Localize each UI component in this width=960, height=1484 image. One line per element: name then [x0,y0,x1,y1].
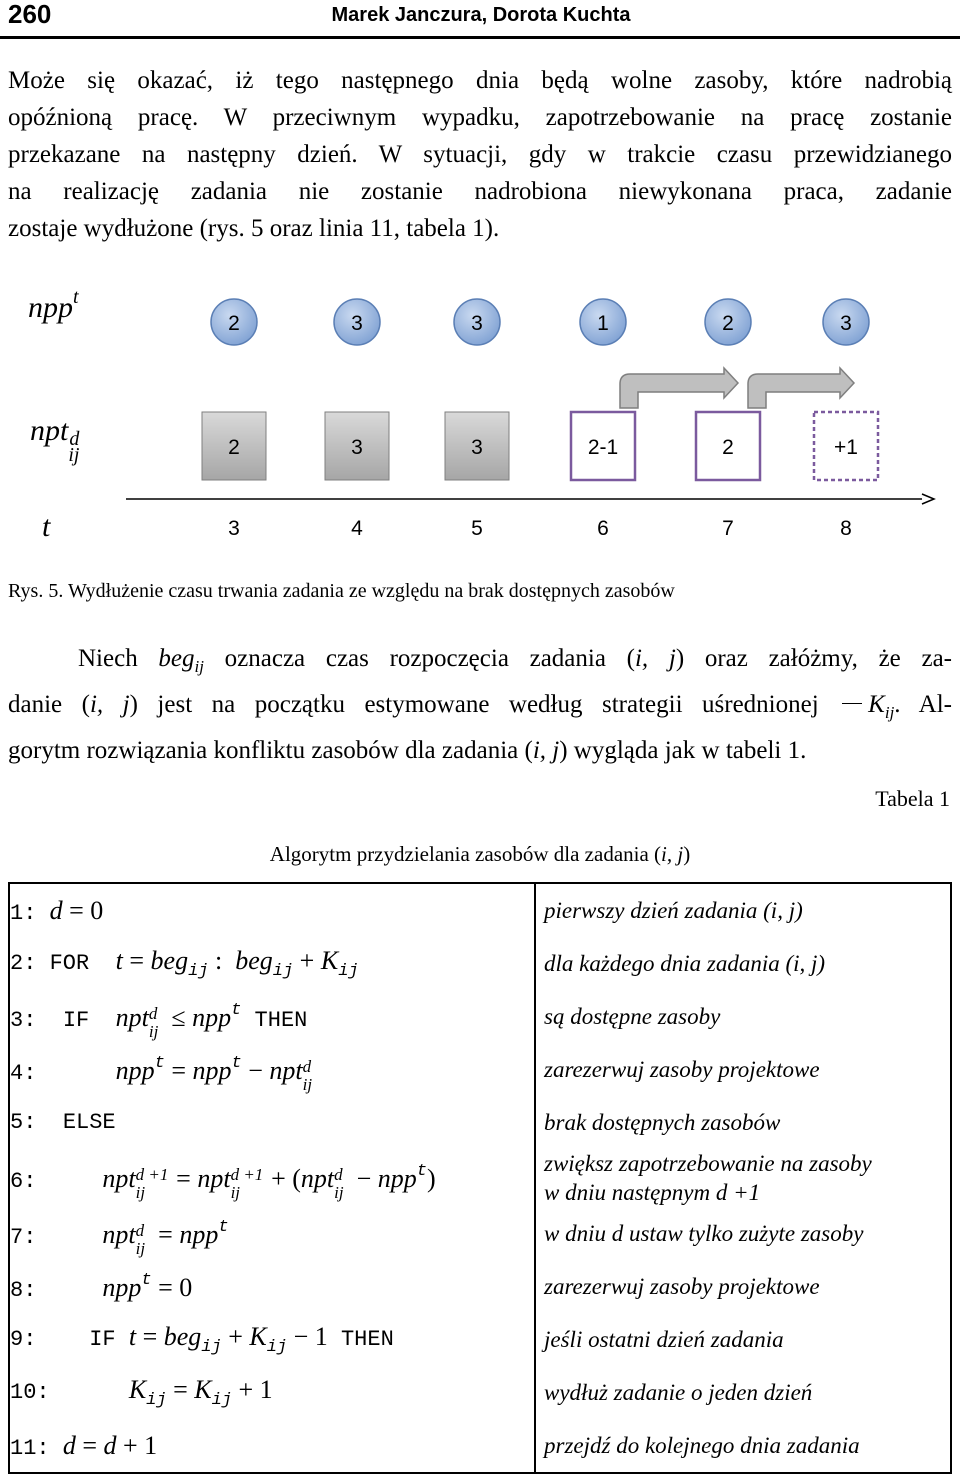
npt-value: 3 [471,436,483,459]
table-label: Tabela 1 [875,786,950,811]
code-cell: 2: FOR t = beg$_{ij}$ : $beg_{ij} + K_{ij}$ [9,937,535,990]
t-tick-label: 5 [471,517,483,540]
t-tick-label: 4 [351,517,363,540]
label-t: t [42,510,51,543]
paragraph-1 [8,62,952,247]
table-title: Algorytm przydzielania zasobów dla zadania (i, j) [269,842,691,866]
npt-value: 2 [228,436,240,459]
comment-cell: zarezerwuj zasoby projektowe [544,1057,820,1082]
para1-line: Może się okazać, iż tego następnego dnia będą wolne zasoby, które nadrobią [8,67,952,94]
figure-caption: Rys. 5. Wydłużenie czasu trwania zadania ze względu na brak dostępnych zasobów [8,580,675,602]
curved-arrow-2 [748,368,854,408]
code-cell: 4: npp$^t$ = npp$^t$ − npt d ij [9,1043,535,1096]
table-row [9,1207,951,1260]
code-cell: 7: npt d ij = npp$^t$ [9,1207,535,1260]
t-tick-label: 6 [597,517,609,540]
table-row [9,883,951,937]
comment-cell: pierwszy dzień zadania (i, j) [544,898,803,923]
t-tick-label: 8 [840,517,852,540]
npp-value: 1 [597,312,609,335]
algorithm-table [8,882,952,1474]
table-row [9,1366,951,1419]
t-tick-label: 3 [228,517,240,540]
code-cell: 9: IF $t = beg_{ij} + K_{ij} - 1$ THEN [9,1313,535,1366]
table-row [9,1419,951,1473]
table-row [9,937,951,990]
comment-cell: w dniu d ustaw tylko zużyte zasoby [544,1221,864,1246]
npp-value: 3 [351,312,363,335]
table-row [9,1096,951,1149]
paragraph-2: Niech beg$_{ij}$ oznacza czas rozpoczęcia zadania (i, j) oraz załóżmy, że za- danie (i, j) jest na początku estymowane według strategii uśrednionej $K_{ij}$. Al- gorytm rozwiązania konfliktu zasobów dla zadania (i, j) wygląda jak w tabeli 1. [8,645,952,764]
npp-value: 3 [840,312,852,335]
npp-value: 3 [471,312,483,335]
code-cell: 5: ELSE [9,1096,535,1149]
npt-value: 2-1 [587,436,619,459]
table-row [9,1313,951,1366]
npp-value: 2 [228,312,240,335]
comment-cell: dla każdego dnia zadania (i, j) [544,951,826,976]
label-npp: npp$^t$ [28,286,79,324]
npp-value: 2 [722,312,734,335]
table-row [9,1043,951,1096]
para1-line: opóźnioną pracę. W przeciwnym wypadku, zapotrzebowanie na pracę zostanie [8,104,952,131]
table-row [9,1149,951,1207]
npt-value: +1 [834,436,858,459]
header-rule [0,36,960,39]
page-number: 260 [8,0,52,29]
code-cell: 6: npt d +1 ij = npt d +1 ij + (npt d ij − npp$^t$) [9,1149,535,1207]
comment-cell: zarezerwuj zasoby projektowe [544,1274,820,1299]
code-cell: 1: d = 0 [9,883,535,937]
comment-cell: są dostępne zasoby [544,1004,721,1029]
comment-cell: brak dostępnych zasobów [544,1110,781,1135]
t-tick-label: 7 [722,517,734,540]
code-cell: 3: IF npt d ij ≤ npp$^t$ THEN [9,990,535,1043]
comment-cell: jeśli ostatni dzień zadania [544,1327,784,1352]
running-head-authors: Marek Janczura, Dorota Kuchta [331,4,631,26]
table-row [9,1260,951,1313]
comment-cell: przejdź do kolejnego dnia zadania [544,1433,860,1458]
para1-line: przekazane na następny dzień. W sytuacji, gdy w trakcie czasu przewidzianego [8,141,952,168]
code-cell: 11: d = d + 1 [9,1419,535,1473]
page-header [0,0,960,32]
para1-line: na realizację zadania nie zostanie nadrobiona niewykonana praca, zadanie [8,178,952,205]
code-cell: 8: npp$^t$ = 0 [9,1260,535,1313]
label-npt: npt d ij [30,414,80,466]
npt-value: 3 [351,436,363,459]
figure-5-diagram [0,280,960,570]
code-cell: 10: $K_{ij} = K_{ij} + 1$ [9,1366,535,1419]
table-row [9,990,951,1043]
comment-cell: zwiększ zapotrzebowanie na zasoby w dniu następnym d +1 [544,1151,872,1205]
npt-value: 2 [722,436,734,459]
para1-line: zostaje wydłużone (rys. 5 oraz linia 11, tabela 1). [8,215,500,242]
time-axis-arrowhead [922,494,934,504]
curved-arrow-1 [620,368,738,408]
comment-cell: wydłuż zadanie o jeden dzień [544,1380,813,1405]
